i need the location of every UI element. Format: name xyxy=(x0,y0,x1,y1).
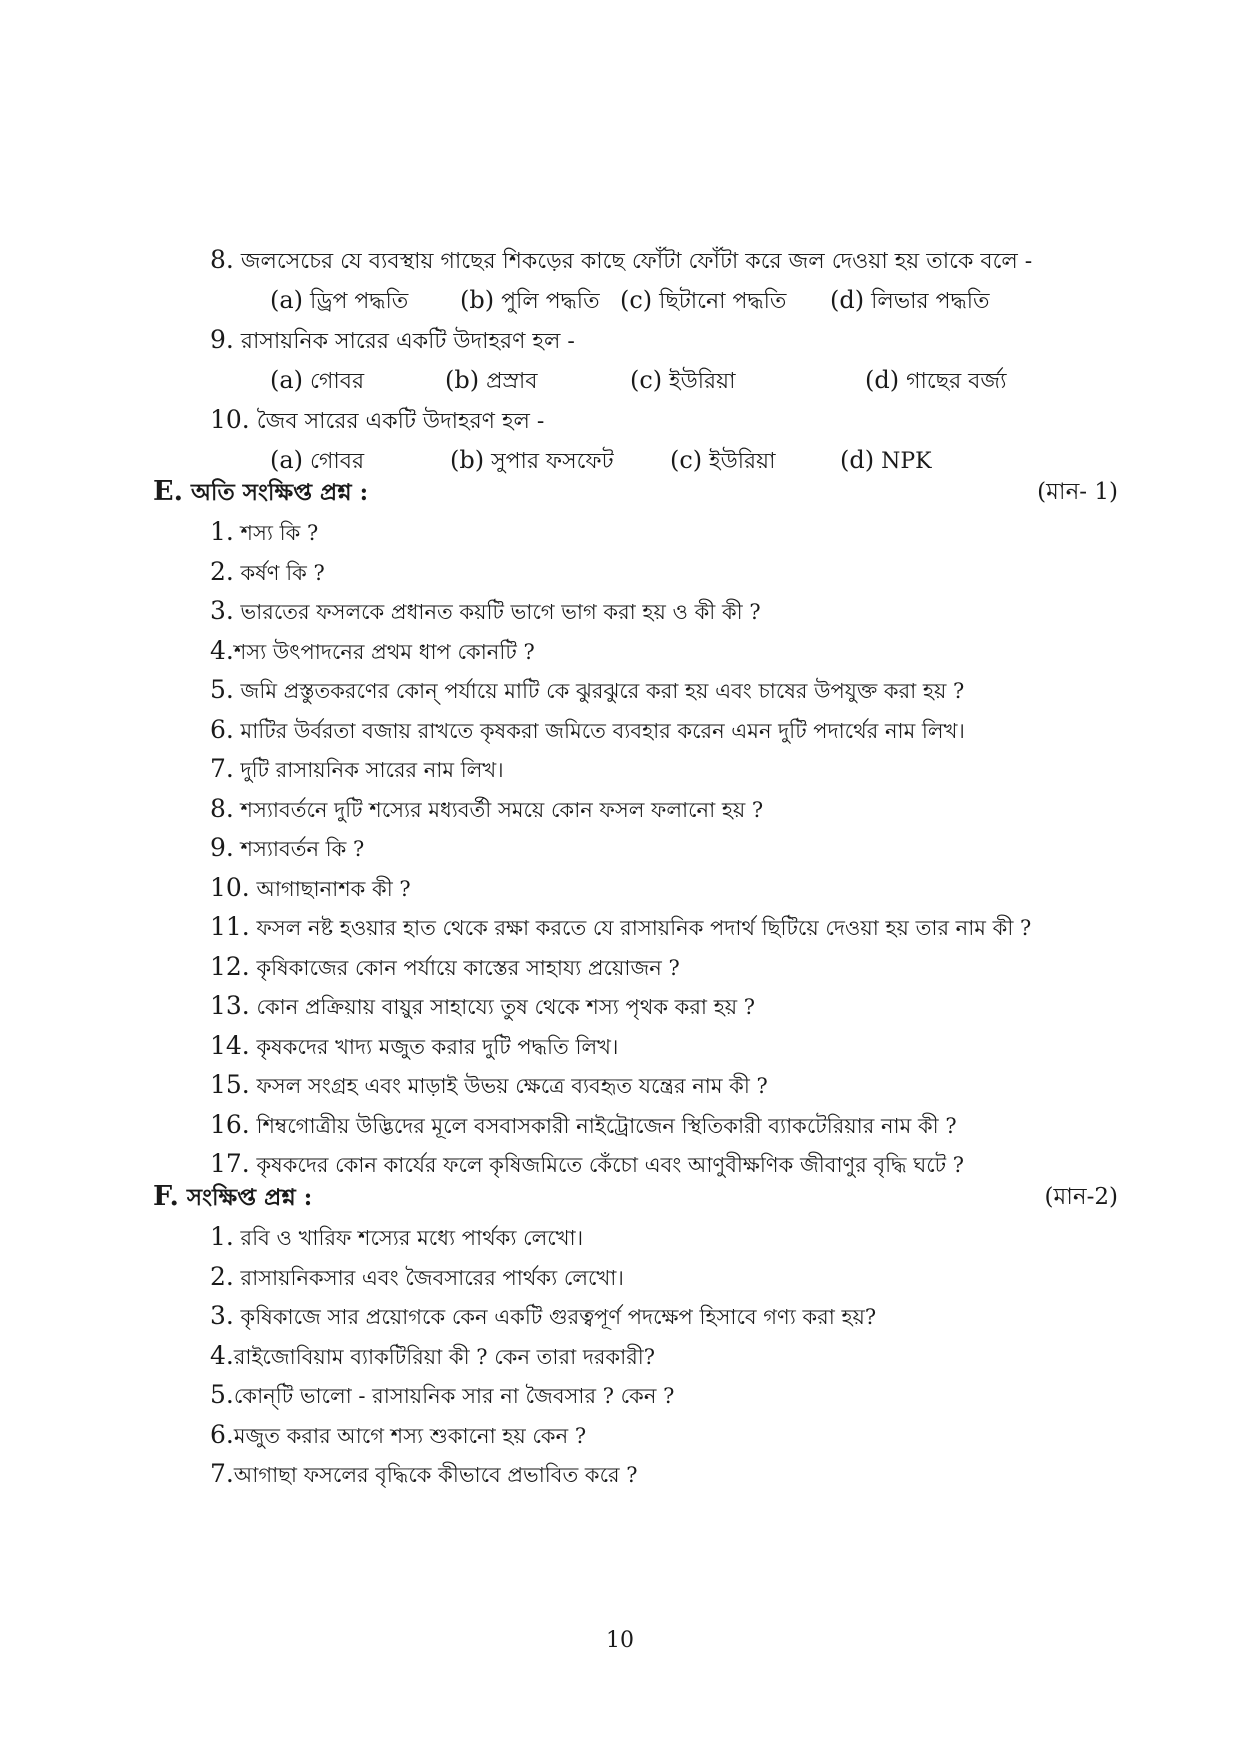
list-item: 4.রাইজোবিয়াম ব্যাকটিরিয়া কী ? কেন তারা দরকারী? xyxy=(210,1340,656,1370)
question-number: 8. xyxy=(210,245,234,274)
list-item: 14. কৃষকদের খাদ্য মজুত করার দুটি পদ্ধতি লিখ। xyxy=(210,1030,619,1060)
question-number: 9. xyxy=(210,325,234,354)
list-item: 11. ফসল নষ্ট হওয়ার হাত থেকে রক্ষা করতে যে রাসায়নিক পদার্থ ছিটিয়ে দেওয়া হয় তার নাম কী ? xyxy=(210,912,1032,941)
list-item: 1. শস্য কি ? xyxy=(210,517,319,546)
list-item: 6.মজুত করার আগে শস্য শুকানো হয় কেন ? xyxy=(210,1419,587,1449)
mcq-question-10 xyxy=(210,400,1110,440)
option-d: (d) লিভার পদ্ধতি xyxy=(830,286,990,314)
option-c: (c) ইউরিয়া xyxy=(670,446,776,474)
list-item: 15. ফসল সংগ্রহ এবং মাড়াই উভয় ক্ষেত্রে ব্যবহৃত যন্ত্রের নাম কী ? xyxy=(210,1070,768,1099)
section-title: সংক্ষিপ্ত প্রশ্ন : xyxy=(186,1184,313,1211)
list-item: 3. কৃষিকাজে সার প্রয়োগকে কেন একটি গুরত্বপূর্ণ পদক্ষেপ হিসাবে গণ্য করা হয়? xyxy=(210,1301,877,1330)
mcq-block xyxy=(210,240,1110,480)
section-e-questions xyxy=(210,512,1140,1184)
mcq-options-8 xyxy=(210,280,1110,320)
option-d: (d) গাছের বর্জ্য xyxy=(865,366,1007,394)
list-item: 9. শস্যাবর্তন কি ? xyxy=(210,833,365,862)
list-item: 12. কৃষিকাজের কোন পর্যায়ে কাস্তের সাহায্য প্রয়োজন ? xyxy=(210,951,680,981)
question-number: 10. xyxy=(210,405,250,434)
list-item: 2. কর্ষণ কি ? xyxy=(210,556,325,586)
list-item: 6. মাটির উর্বরতা বজায় রাখতে কৃষকরা জমিতে ব্যবহার করেন এমন দুটি পদার্থের নাম লিখ। xyxy=(210,714,965,744)
option-c: (c) ছিটানো পদ্ধতি xyxy=(620,286,787,314)
option-b: (b) সুপার ফসফেট xyxy=(450,446,614,474)
mcq-question-8 xyxy=(210,240,1110,280)
question-text: জৈব সারের একটি উদাহরণ হল - xyxy=(256,409,545,434)
section-marks: (মান-2) xyxy=(1044,1184,1118,1210)
question-text: রাসায়নিক সারের একটি উদাহরণ হল - xyxy=(240,329,575,354)
section-e-heading xyxy=(153,472,1118,512)
list-item: 5.কোন্‌টি ভালো - রাসায়নিক সার না জৈবসার ? কেন ? xyxy=(210,1380,675,1409)
list-item: 3. ভারতের ফসলকে প্রধানত কয়টি ভাগে ভাগ করা হয় ও কী কী ? xyxy=(210,596,761,625)
section-marks: (মান- 1) xyxy=(1037,479,1118,505)
section-f-questions xyxy=(210,1217,1140,1494)
option-c: (c) ইউরিয়া xyxy=(630,366,736,394)
option-d: (d) NPK xyxy=(840,446,932,474)
list-item: 2. রাসায়নিকসার এবং জৈবসারের পার্থক্য লেখো। xyxy=(210,1261,624,1291)
list-item: 4.শস্য উৎপাদনের প্রথম ধাপ কোনটি ? xyxy=(210,635,535,665)
list-item: 5. জমি প্রস্তুতকরণের কোন্ পর্যায়ে মাটি কে ঝুরঝুরে করা হয় এবং চাষের উপযুক্ত করা হয় ? xyxy=(210,675,965,704)
list-item: 1. রবি ও খারিফ শস্যের মধ্যে পার্থক্য লেখো। xyxy=(210,1222,584,1251)
option-b: (b) প্রস্রাব xyxy=(445,366,538,394)
option-b: (b) পুলি পদ্ধতি xyxy=(460,286,600,314)
list-item: 8. শস্যাবর্তনে দুটি শস্যের মধ্যবর্তী সময়ে কোন ফসল ফলানো হয় ? xyxy=(210,793,764,823)
section-letter: E. xyxy=(153,476,183,507)
list-item: 13. কোন প্রক্রিয়ায় বায়ুর সাহায্যে তুষ থেকে শস্য পৃথক করা হয় ? xyxy=(210,991,756,1020)
section-f-heading xyxy=(153,1177,1118,1217)
option-a: (a) ড্রিপ পদ্ধতি xyxy=(270,286,409,314)
mcq-question-9 xyxy=(210,320,1110,360)
question-text: জলসেচের যে ব্যবস্থায় গাছের শিকড়ের কাছে ফোঁটা ফোঁটা করে জল দেওয়া হয় তাকে বলে - xyxy=(240,249,1033,274)
option-a: (a) গোবর xyxy=(270,366,365,394)
section-letter: F. xyxy=(153,1181,179,1212)
option-a: (a) গোবর xyxy=(270,446,365,474)
list-item: 17. কৃষকদের কোন কার্যের ফলে কৃষিজমিতে কেঁচো এবং আণুবীক্ষণিক জীবাণুর বৃদ্ধি ঘটে ? xyxy=(210,1149,965,1178)
list-item: 16. শিম্বগোত্রীয় উদ্ভিদের মূলে বসবাসকারী নাইট্রোজেন স্থিতিকারী ব্যাকটেরিয়ার নাম কী ? xyxy=(210,1109,957,1139)
mcq-options-9 xyxy=(210,360,1110,400)
page-number: 10 xyxy=(606,1628,634,1653)
list-item: 10. আগাছানাশক কী ? xyxy=(210,872,411,902)
list-item: 7. দুটি রাসায়নিক সারের নাম লিখ। xyxy=(210,754,504,783)
section-title: অতি সংক্ষিপ্ত প্রশ্ন : xyxy=(191,479,369,506)
list-item: 7.আগাছা ফসলের বৃদ্ধিকে কীভাবে প্রভাবিত করে ? xyxy=(210,1459,638,1488)
